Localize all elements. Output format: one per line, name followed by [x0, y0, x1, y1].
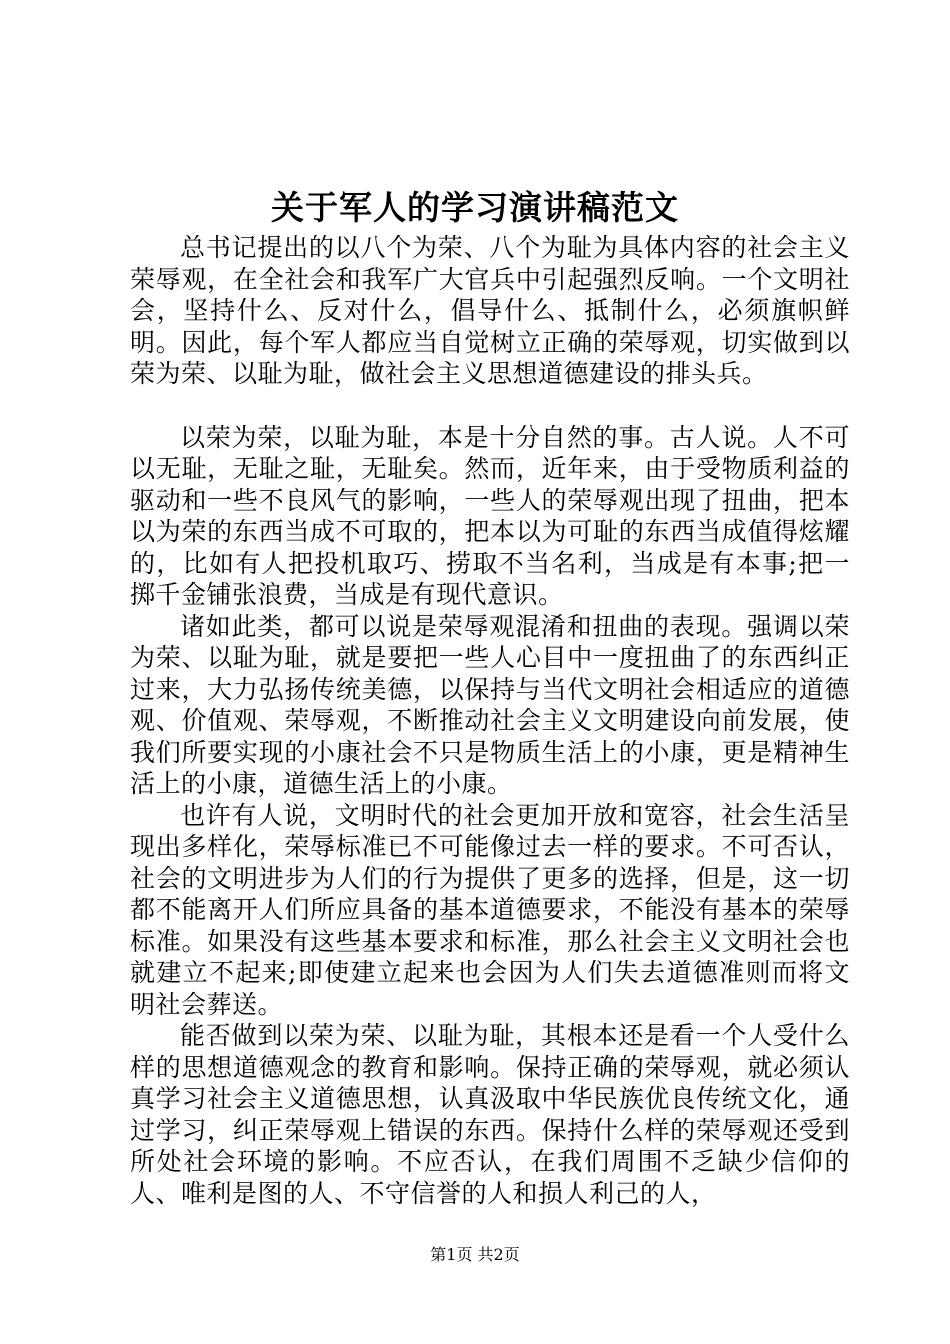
paragraph-3: 诸如此类，都可以说是荣辱观混淆和扭曲的表现。强调以荣为荣、以耻为耻，就是要把一些人心目中一度扭曲了的东西纠正过来，大力弘扬传统美德，以保持与当代文明社会相适应的道德观、价值观、荣辱观，不断推动社会主义文明建设向前发展，使我们所要实现的小康社会不只是物质生活上的小康，更是精神生活上的小康，道德生活上的小康。	[130, 611, 850, 798]
paragraph-2: 以荣为荣，以耻为耻，本是十分自然的事。古人说。人不可以无耻，无耻之耻，无耻矣。然而，近年来，由于受物质利益的驱动和一些不良风气的影响，一些人的荣辱观出现了扭曲，把本以为荣的东西当成不可取的，把本以为可耻的东西当成值得炫耀的，比如有人把投机取巧、捞取不当名利，当成是有本事;把一掷千金铺张浪费，当成是有现代意识。	[130, 422, 850, 609]
document-body	[130, 232, 850, 1209]
document-title: 关于军人的学习演讲稿范文	[271, 188, 679, 227]
page-footer: 第1页 共2页	[430, 1245, 520, 1264]
paragraph-5: 能否做到以荣为荣、以耻为耻，其根本还是看一个人受什么样的思想道德观念的教育和影响。保持正确的荣辱观，就必须认真学习社会主义道德思想，认真汲取中华民族优良传统文化，通过学习，纠正荣辱观上错误的东西。保持什么样的荣辱观还受到所处社会环境的影响。不应否认，在我们周围不乏缺少信仰的人、唯利是图的人、不守信誉的人和损人利己的人，	[130, 1021, 850, 1208]
paragraph-4: 也许有人说，文明时代的社会更加开放和宽容，社会生活呈现出多样化，荣辱标准已不可能像过去一样的要求。不可否认，社会的文明进步为人们的行为提供了更多的选择，但是，这一切都不能离开人们所应具备的基本道德要求，不能没有基本的荣辱标准。如果没有这些基本要求和标准，那么社会主义文明社会也就建立不起来;即使建立起来也会因为人们失去道德准则而将文明社会葬送。	[130, 800, 850, 1019]
paragraph-1: 总书记提出的以八个为荣、八个为耻为具体内容的社会主义荣辱观，在全社会和我军广大官兵中引起强烈反响。一个文明社会，坚持什么、反对什么，倡导什么、抵制什么，必须旗帜鲜明。因此，每个军人都应当自觉树立正确的荣辱观，切实做到以荣为荣、以耻为耻，做社会主义思想道德建设的排头兵。	[130, 233, 850, 388]
